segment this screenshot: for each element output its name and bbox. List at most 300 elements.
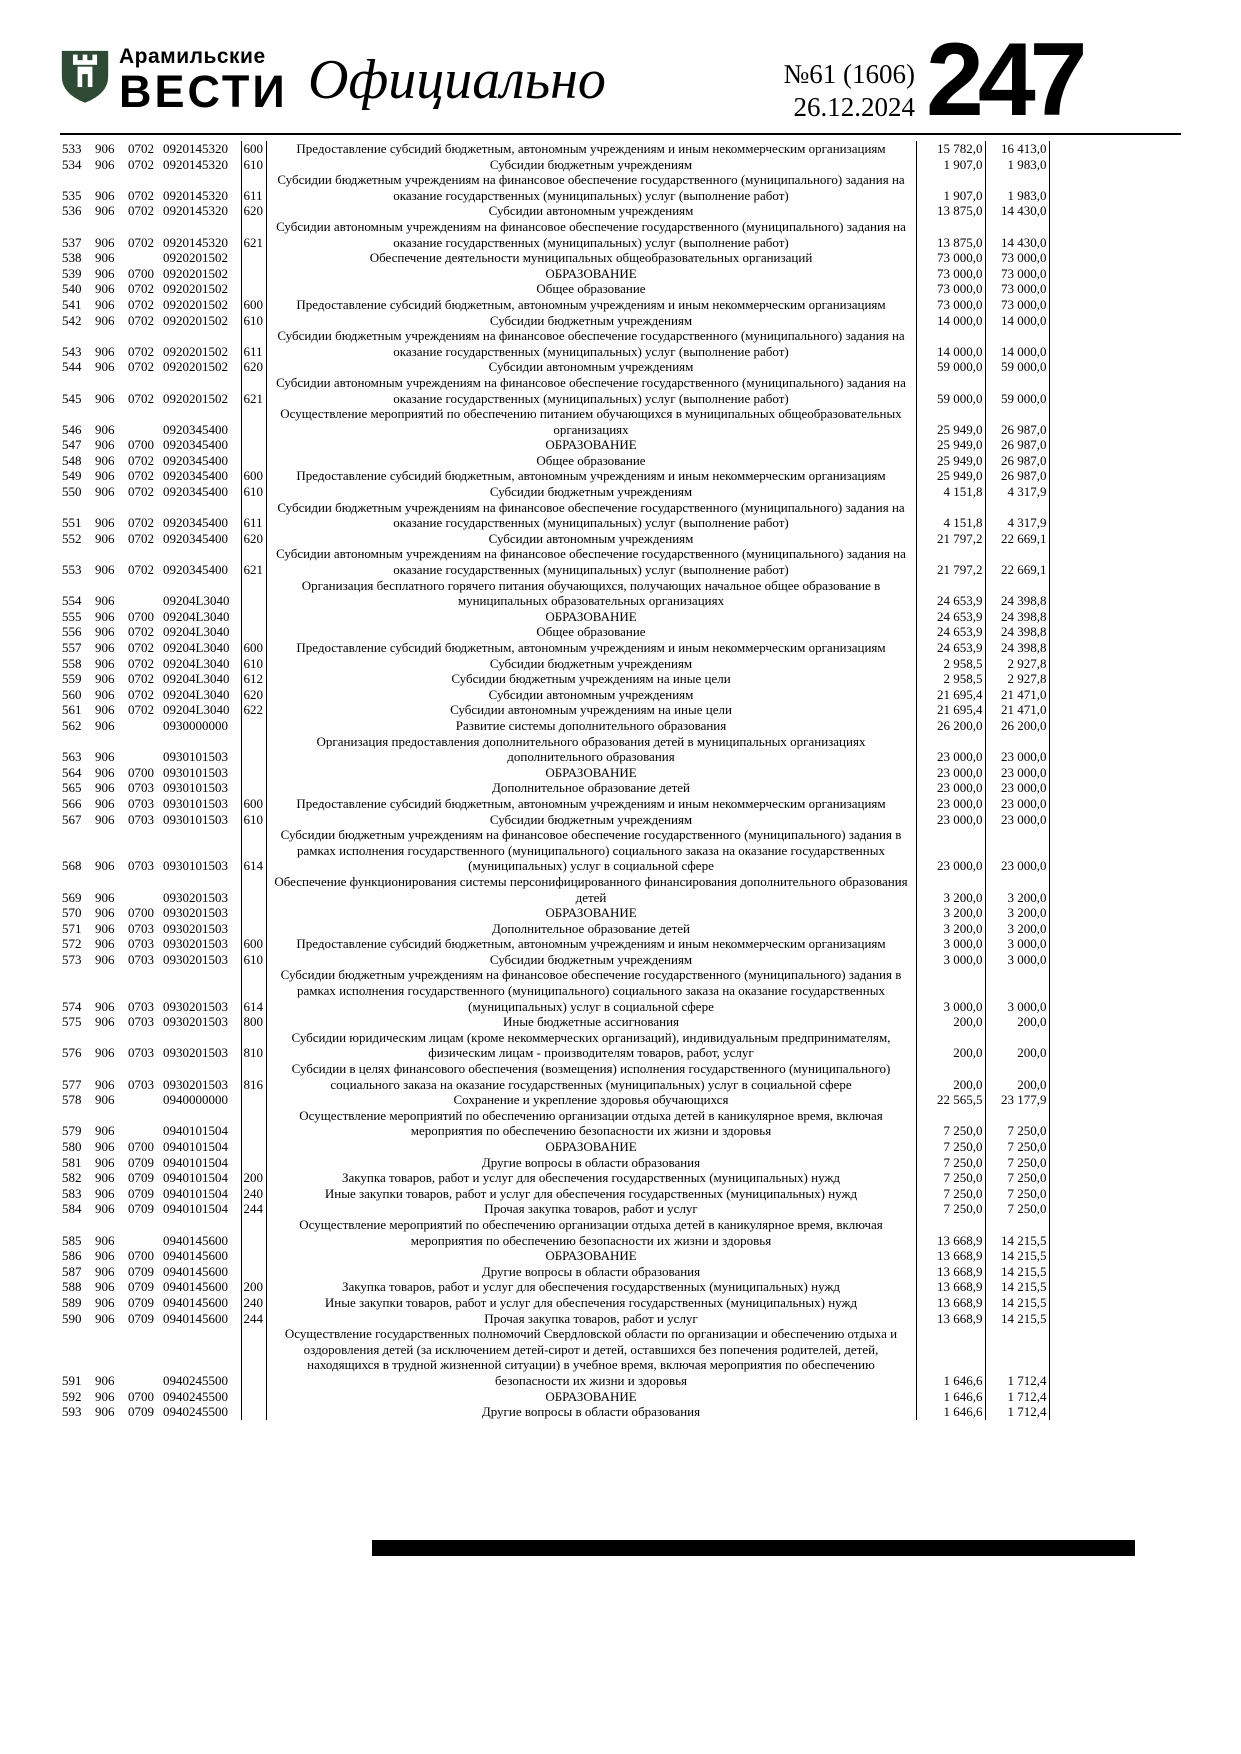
admin-code-cell: 906 (95, 655, 115, 671)
row-number-cell: 533 (62, 141, 82, 156)
description-cell: ОБРАЗОВАНИЕ (266, 266, 916, 282)
expense-type-cell: 240 (241, 1186, 266, 1202)
table-row (60, 453, 1049, 469)
admin-code-cell: 906 (95, 281, 115, 297)
description-cell: Субсидии бюджетным учреждениям на финансовое обеспечение государственного (муниципального) задания на оказание государственных (муниципальных) услуг (выполнение работ) (266, 328, 916, 359)
amount-col2-cell: 14 215,5 (985, 1295, 1049, 1311)
admin-code-cell: 906 (95, 1045, 115, 1061)
amount-col2-cell: 23 000,0 (985, 765, 1049, 781)
admin-code-cell: 906 (95, 749, 115, 765)
amount-col2-cell: 4 317,9 (985, 500, 1049, 531)
table-row (60, 936, 1049, 952)
admin-code-cell: 906 (95, 1279, 115, 1295)
amount-col2-cell: 23 177,9 (985, 1092, 1049, 1108)
admin-code-cell: 906 (95, 702, 115, 718)
section-code-cell: 0702 (128, 530, 154, 546)
section-code-cell (126, 1108, 161, 1139)
section-title: Официально (308, 49, 606, 111)
table-row (60, 437, 1049, 453)
row-number-cell: 593 (62, 1404, 82, 1420)
section-code-cell: 0700 (128, 1139, 154, 1154)
amount-col1-cell: 200,0 (916, 1014, 985, 1030)
row-number-cell: 535 (62, 187, 82, 203)
table-row (60, 1014, 1049, 1030)
expense-type-cell (241, 453, 266, 469)
row-number-cell: 589 (62, 1294, 82, 1310)
description-cell: Закупка товаров, работ и услуг для обеспечения государственных (муниципальных) нужд (266, 1170, 916, 1186)
description-cell: Осуществление мероприятий по обеспечению организации отдыха детей в каникулярное время, включая мероприятия по обеспечению безопасности их жизни и здоровья (266, 1108, 916, 1139)
budget-table-wrap (60, 141, 1050, 1420)
amount-col1-cell: 1 646,6 (916, 1404, 985, 1420)
budget-table (60, 141, 1050, 1420)
row-number-cell: 583 (62, 1185, 82, 1201)
table-row (60, 1201, 1049, 1217)
expense-type-cell: 816 (241, 1061, 266, 1092)
admin-code-cell: 906 (95, 1372, 115, 1388)
amount-col1-cell: 23 000,0 (916, 796, 985, 812)
row-number-cell: 579 (62, 1123, 82, 1139)
row-number-cell: 542 (62, 312, 82, 328)
row-number-cell: 574 (62, 998, 82, 1014)
target-code-cell: 0920345400 (163, 530, 228, 546)
row-number-cell: 548 (62, 452, 82, 468)
amount-col2-cell: 22 669,1 (985, 531, 1049, 547)
table-row (60, 531, 1049, 547)
budget-table-body (60, 141, 1049, 1420)
description-cell: ОБРАЗОВАНИЕ (266, 437, 916, 453)
expense-type-cell: 810 (241, 1030, 266, 1061)
row-number-cell: 578 (62, 1092, 82, 1108)
description-cell: ОБРАЗОВАНИЕ (266, 905, 916, 921)
section-code-cell: 0702 (128, 624, 154, 640)
amount-col1-cell: 14 000,0 (916, 313, 985, 329)
description-cell: Субсидии бюджетным учреждениям на иные цели (266, 671, 916, 687)
table-row (60, 1030, 1049, 1061)
table-row (60, 765, 1049, 781)
table-row (60, 827, 1049, 874)
description-cell: Предоставление субсидий бюджетным, автономным учреждениям и иным некоммерческим организациям (266, 297, 916, 313)
amount-col2-cell: 23 000,0 (985, 796, 1049, 812)
amount-col2-cell: 3 000,0 (985, 936, 1049, 952)
target-code-cell: 0930201503 (163, 920, 228, 936)
description-cell: Субсидии юридическим лицам (кроме некоммерческих организаций), индивидуальным предпринимателям, физическим лицам - производителям товаров, работ, услуг (266, 1030, 916, 1061)
table-row (60, 671, 1049, 687)
amount-col1-cell: 3 000,0 (916, 936, 985, 952)
expense-type-cell: 621 (241, 375, 266, 406)
row-number-cell: 580 (62, 1139, 82, 1154)
target-code-cell: 09204L3040 (163, 655, 230, 671)
section-code-cell: 0703 (128, 936, 154, 952)
amount-col1-cell: 59 000,0 (916, 359, 985, 375)
table-row (60, 500, 1049, 531)
admin-code-cell: 906 (95, 671, 115, 687)
expense-type-cell: 200 (241, 1279, 266, 1295)
admin-code-cell: 906 (95, 562, 115, 578)
table-row (60, 406, 1049, 437)
amount-col1-cell: 59 000,0 (916, 375, 985, 406)
section-code-cell: 0702 (128, 187, 154, 203)
expense-type-cell: 600 (241, 468, 266, 484)
target-code-cell: 0920201502 (163, 359, 228, 375)
amount-col1-cell: 7 250,0 (916, 1170, 985, 1186)
target-code-cell: 0930101503 (163, 858, 228, 874)
table-row (60, 1170, 1049, 1186)
admin-code-cell: 906 (95, 1092, 115, 1108)
section-code-cell (126, 1326, 161, 1388)
target-code-cell: 0920345400 (163, 515, 228, 531)
amount-col1-cell: 200,0 (916, 1030, 985, 1061)
issue-block (784, 58, 916, 124)
target-code-cell: 09204L3040 (163, 640, 230, 655)
admin-code-cell: 906 (95, 359, 115, 375)
row-number-cell: 559 (62, 671, 82, 687)
description-cell: Субсидии бюджетным учреждениям (266, 952, 916, 968)
row-number-cell: 554 (62, 593, 82, 609)
table-row (60, 1108, 1049, 1139)
section-code-cell: 0702 (128, 156, 154, 172)
amount-col2-cell: 7 250,0 (985, 1155, 1049, 1171)
row-number-cell: 544 (62, 359, 82, 375)
amount-col1-cell: 1 646,6 (916, 1326, 985, 1388)
section-code-cell: 0702 (128, 312, 154, 328)
amount-col1-cell: 24 653,9 (916, 640, 985, 656)
amount-col2-cell: 1 983,0 (985, 172, 1049, 203)
row-number-cell: 587 (62, 1263, 82, 1279)
amount-col2-cell: 26 987,0 (985, 406, 1049, 437)
amount-col2-cell: 14 215,5 (985, 1248, 1049, 1264)
expense-type-cell (241, 1139, 266, 1155)
amount-col2-cell: 7 250,0 (985, 1201, 1049, 1217)
row-number-cell: 534 (62, 156, 82, 172)
table-row (60, 640, 1049, 656)
table-row (60, 1061, 1049, 1092)
amount-col2-cell: 26 200,0 (985, 718, 1049, 734)
amount-col1-cell: 73 000,0 (916, 266, 985, 282)
description-cell: Предоставление субсидий бюджетным, автономным учреждениям и иным некоммерческим организациям (266, 468, 916, 484)
row-number-cell: 586 (62, 1248, 82, 1264)
amount-col1-cell: 21 797,2 (916, 531, 985, 547)
description-cell: Иные бюджетные ассигнования (266, 1014, 916, 1030)
table-row (60, 1092, 1049, 1108)
table-row (60, 687, 1049, 703)
target-code-cell: 0940245500 (163, 1372, 228, 1388)
target-code-cell: 0940101504 (163, 1123, 228, 1139)
amount-col2-cell: 7 250,0 (985, 1139, 1049, 1155)
row-number-cell: 563 (62, 749, 82, 765)
section-code-cell: 0700 (128, 1388, 154, 1404)
row-number-cell: 541 (62, 296, 82, 312)
admin-code-cell: 906 (95, 452, 115, 468)
amount-col2-cell: 14 215,5 (985, 1311, 1049, 1327)
section-code-cell: 0702 (128, 655, 154, 671)
target-code-cell: 0930201503 (163, 1076, 228, 1092)
row-number-cell: 592 (62, 1388, 82, 1404)
amount-col1-cell: 3 000,0 (916, 967, 985, 1014)
amount-col2-cell: 14 215,5 (985, 1217, 1049, 1248)
amount-col1-cell: 7 250,0 (916, 1139, 985, 1155)
amount-col2-cell: 7 250,0 (985, 1170, 1049, 1186)
amount-col1-cell: 13 668,9 (916, 1295, 985, 1311)
row-number-cell: 568 (62, 858, 82, 874)
amount-col1-cell: 3 200,0 (916, 921, 985, 937)
row-number-cell: 561 (62, 702, 82, 718)
row-number-cell: 573 (62, 951, 82, 967)
section-code-cell: 0703 (128, 1045, 154, 1061)
table-row (60, 578, 1049, 609)
admin-code-cell: 906 (95, 312, 115, 328)
row-number-cell: 558 (62, 655, 82, 671)
target-code-cell: 0940245500 (163, 1388, 228, 1404)
section-code-cell: 0709 (128, 1263, 154, 1279)
admin-code-cell: 906 (95, 1123, 115, 1139)
amount-col1-cell: 24 653,9 (916, 578, 985, 609)
section-code-cell (126, 578, 161, 609)
amount-col2-cell: 3 000,0 (985, 952, 1049, 968)
expense-type-cell: 600 (241, 640, 266, 656)
expense-type-cell: 600 (241, 141, 266, 157)
amount-col1-cell: 23 000,0 (916, 827, 985, 874)
section-code-cell: 0702 (128, 281, 154, 297)
amount-col2-cell: 22 669,1 (985, 546, 1049, 577)
target-code-cell: 0930000000 (163, 717, 228, 733)
description-cell: Субсидии бюджетным учреждениям на финансовое обеспечение государственного (муниципального) задания в рамках исполнения государственного (муниципального) социального заказа на оказание государственных (муниципальных) услуг в социальной сфере (266, 827, 916, 874)
row-number-cell: 588 (62, 1279, 82, 1295)
table-row (60, 967, 1049, 1014)
amount-col2-cell: 59 000,0 (985, 375, 1049, 406)
section-code-cell: 0702 (128, 686, 154, 702)
section-code-cell: 0702 (128, 141, 154, 156)
row-number-cell: 560 (62, 686, 82, 702)
amount-col1-cell: 4 151,8 (916, 484, 985, 500)
section-code-cell: 0702 (128, 203, 154, 219)
table-row (60, 359, 1049, 375)
row-number-cell: 567 (62, 811, 82, 827)
table-row (60, 219, 1049, 250)
target-code-cell: 0920201502 (163, 250, 228, 266)
row-number-cell: 556 (62, 624, 82, 640)
amount-col2-cell: 73 000,0 (985, 250, 1049, 266)
description-cell: ОБРАЗОВАНИЕ (266, 1248, 916, 1264)
table-row (60, 609, 1049, 625)
admin-code-cell: 906 (95, 1294, 115, 1310)
description-cell: Другие вопросы в области образования (266, 1264, 916, 1280)
description-cell: Осуществление государственных полномочий Свердловской области по организации и обеспечению отдыха и оздоровления детей (за исключением детей-сирот и детей, оставшихся без попечения родителей, детей, находящихся в трудной жизненной ситуации) в учебное время, включая мероприятия по обеспечению безопасности их жизни и здоровья (266, 1326, 916, 1388)
table-row (60, 1326, 1049, 1388)
expense-type-cell: 611 (241, 500, 266, 531)
target-code-cell: 0920345400 (163, 437, 228, 453)
admin-code-cell: 906 (95, 484, 115, 500)
expense-type-cell: 244 (241, 1311, 266, 1327)
admin-code-cell: 906 (95, 717, 115, 733)
row-number-cell: 576 (62, 1045, 82, 1061)
amount-col2-cell: 4 317,9 (985, 484, 1049, 500)
row-number-cell: 582 (62, 1170, 82, 1186)
amount-col2-cell: 200,0 (985, 1014, 1049, 1030)
amount-col1-cell: 7 250,0 (916, 1108, 985, 1139)
amount-col2-cell: 23 000,0 (985, 780, 1049, 796)
amount-col2-cell: 26 987,0 (985, 468, 1049, 484)
section-code-cell: 0702 (128, 640, 154, 655)
amount-col2-cell: 7 250,0 (985, 1108, 1049, 1139)
description-cell: Общее образование (266, 281, 916, 297)
brand-city-label: Арамильские (119, 45, 266, 68)
target-code-cell: 0930201503 (163, 889, 228, 905)
description-cell: Закупка товаров, работ и услуг для обеспечения государственных (муниципальных) нужд (266, 1279, 916, 1295)
amount-col2-cell: 14 000,0 (985, 313, 1049, 329)
section-code-cell: 0709 (128, 1201, 154, 1217)
row-number-cell: 551 (62, 515, 82, 531)
table-row (60, 796, 1049, 812)
expense-type-cell: 200 (241, 1170, 266, 1186)
amount-col1-cell: 25 949,0 (916, 468, 985, 484)
row-number-cell: 549 (62, 468, 82, 484)
target-code-cell: 0920145320 (163, 187, 228, 203)
target-code-cell: 0930201503 (163, 998, 228, 1014)
section-code-cell: 0709 (128, 1404, 154, 1420)
description-cell: Субсидии бюджетным учреждениям (266, 656, 916, 672)
expense-type-cell (241, 250, 266, 266)
row-number-cell: 555 (62, 608, 82, 624)
amount-col2-cell: 200,0 (985, 1030, 1049, 1061)
table-row (60, 1264, 1049, 1280)
table-row (60, 656, 1049, 672)
description-cell: Прочая закупка товаров, работ и услуг (266, 1201, 916, 1217)
description-cell: Субсидии в целях финансового обеспечения (возмещения) исполнения государственного (муниципального) социального заказа на оказание государственных (муниципальных) услуг в социальной сфере (266, 1061, 916, 1092)
amount-col1-cell: 14 000,0 (916, 328, 985, 359)
table-row (60, 141, 1049, 157)
expense-type-cell: 800 (241, 1014, 266, 1030)
amount-col1-cell: 25 949,0 (916, 437, 985, 453)
amount-col2-cell: 14 430,0 (985, 219, 1049, 250)
amount-col1-cell: 13 668,9 (916, 1264, 985, 1280)
expense-type-cell: 620 (241, 203, 266, 219)
row-number-cell: 537 (62, 234, 82, 250)
section-code-cell: 0702 (128, 452, 154, 468)
section-code-cell: 0702 (128, 296, 154, 312)
expense-type-cell: 610 (241, 484, 266, 500)
row-number-cell: 585 (62, 1232, 82, 1248)
expense-type-cell (241, 578, 266, 609)
expense-type-cell: 610 (241, 656, 266, 672)
amount-col2-cell: 24 398,8 (985, 578, 1049, 609)
section-code-cell: 0702 (128, 562, 154, 578)
section-code-cell: 0703 (128, 858, 154, 874)
description-cell: Субсидии автономным учреждениям на финансовое обеспечение государственного (муниципального) задания на оказание государственных (муниципальных) услуг (выполнение работ) (266, 219, 916, 250)
table-row (60, 1311, 1049, 1327)
description-cell: Прочая закупка товаров, работ и услуг (266, 1311, 916, 1327)
section-code-cell: 0702 (128, 671, 154, 687)
expense-type-cell (241, 905, 266, 921)
description-cell: Организация предоставления дополнительного образования детей в муниципальных организациях дополнительного образования (266, 734, 916, 765)
table-row (60, 203, 1049, 219)
description-cell: Общее образование (266, 624, 916, 640)
target-code-cell: 0940101504 (163, 1170, 228, 1186)
amount-col2-cell: 3 200,0 (985, 905, 1049, 921)
description-cell: Субсидии автономным учреждениям (266, 359, 916, 375)
table-row (60, 1217, 1049, 1248)
admin-code-cell: 906 (95, 764, 115, 780)
section-code-cell: 0703 (128, 920, 154, 936)
section-code-cell: 0700 (128, 905, 154, 921)
amount-col1-cell: 22 565,5 (916, 1092, 985, 1108)
newspaper-logo (60, 45, 288, 115)
target-code-cell: 0930101503 (163, 749, 228, 765)
target-code-cell: 0940245500 (163, 1404, 228, 1420)
table-row (60, 375, 1049, 406)
admin-code-cell: 906 (95, 920, 115, 936)
coat-of-arms-icon (60, 45, 110, 105)
amount-col2-cell: 21 471,0 (985, 687, 1049, 703)
expense-type-cell: 610 (241, 313, 266, 329)
admin-code-cell: 906 (95, 1185, 115, 1201)
target-code-cell: 0930101503 (163, 795, 228, 811)
expense-type-cell (241, 718, 266, 734)
amount-col1-cell: 21 797,2 (916, 546, 985, 577)
target-code-cell: 0930201503 (163, 905, 228, 921)
amount-col1-cell: 13 875,0 (916, 203, 985, 219)
section-code-cell: 0703 (128, 795, 154, 811)
amount-col1-cell: 1 907,0 (916, 157, 985, 173)
expense-type-cell (241, 266, 266, 282)
brand-text (119, 45, 288, 115)
amount-col1-cell: 23 000,0 (916, 780, 985, 796)
description-cell: Субсидии бюджетным учреждениям на финансовое обеспечение государственного (муниципального) задания на оказание государственных (муниципальных) услуг (выполнение работ) (266, 500, 916, 531)
expense-type-cell (241, 1404, 266, 1420)
table-row (60, 1155, 1049, 1171)
amount-col2-cell: 14 430,0 (985, 203, 1049, 219)
target-code-cell: 0940145600 (163, 1263, 228, 1279)
admin-code-cell: 906 (95, 1014, 115, 1030)
target-code-cell: 09204L3040 (163, 702, 230, 718)
target-code-cell: 0920345400 (163, 452, 228, 468)
row-number-cell: 536 (62, 203, 82, 219)
amount-col1-cell: 1 907,0 (916, 172, 985, 203)
description-cell: Другие вопросы в области образования (266, 1404, 916, 1420)
admin-code-cell: 906 (95, 250, 115, 266)
admin-code-cell: 906 (95, 265, 115, 281)
row-number-cell: 547 (62, 437, 82, 453)
brand-name-label: ВЕСТИ (119, 66, 288, 117)
expense-type-cell (241, 765, 266, 781)
admin-code-cell: 906 (95, 780, 115, 796)
section-code-cell (126, 1092, 161, 1108)
amount-col2-cell: 26 987,0 (985, 453, 1049, 469)
amount-col2-cell: 14 215,5 (985, 1264, 1049, 1280)
amount-col1-cell: 13 668,9 (916, 1217, 985, 1248)
table-row (60, 157, 1049, 173)
description-cell: Сохранение и укрепление здоровья обучающихся (266, 1092, 916, 1108)
amount-col2-cell: 21 471,0 (985, 702, 1049, 718)
target-code-cell: 0920345400 (163, 562, 228, 578)
amount-col2-cell: 26 987,0 (985, 437, 1049, 453)
row-number-cell: 575 (62, 1014, 82, 1030)
section-code-cell: 0702 (128, 484, 154, 500)
expense-type-cell (241, 406, 266, 437)
section-code-cell: 0702 (128, 343, 154, 359)
expense-type-cell (241, 437, 266, 453)
table-row (60, 718, 1049, 734)
expense-type-cell: 610 (241, 952, 266, 968)
section-code-cell (126, 406, 161, 437)
amount-col1-cell: 7 250,0 (916, 1155, 985, 1171)
description-cell: Субсидии бюджетным учреждениям (266, 484, 916, 500)
target-code-cell: 0920201502 (163, 343, 228, 359)
row-number-cell: 581 (62, 1154, 82, 1170)
amount-col1-cell: 23 000,0 (916, 765, 985, 781)
table-row (60, 484, 1049, 500)
table-row (60, 250, 1049, 266)
table-row (60, 266, 1049, 282)
